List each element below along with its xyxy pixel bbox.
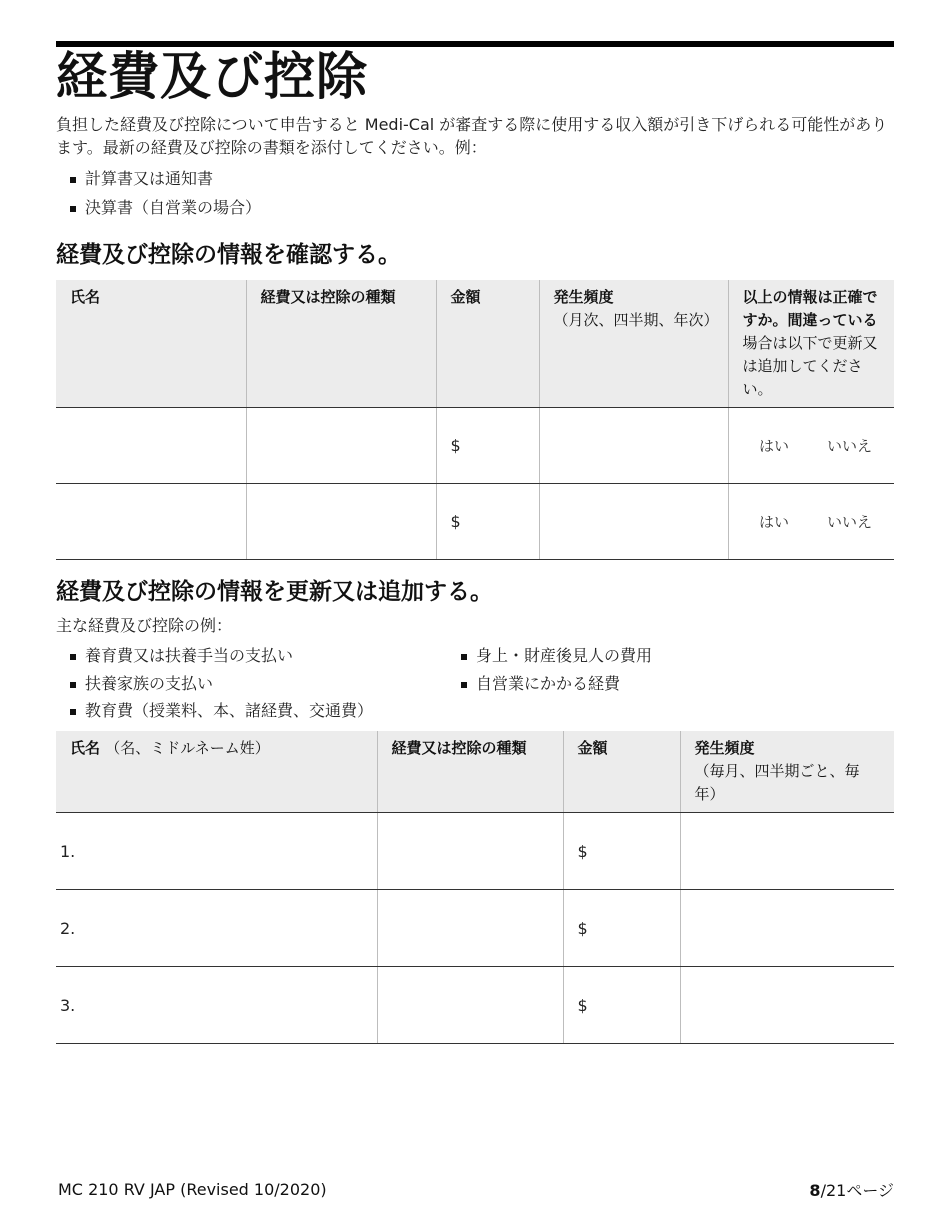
row-number: 1. xyxy=(60,841,76,861)
col-name-header xyxy=(56,731,377,813)
form-id: MC 210 RV JAP (Revised 10/2020) xyxy=(58,1180,327,1199)
row-number: 2. xyxy=(60,918,76,938)
currency-symbol: $ xyxy=(577,841,588,861)
col-frequency-header xyxy=(539,280,728,408)
frequency-cell[interactable] xyxy=(539,484,728,560)
col-amount-header: 金額 xyxy=(436,280,539,408)
name-cell[interactable] xyxy=(56,967,377,1044)
example-bullet: 扶養家族の支払い xyxy=(70,673,373,701)
amount-cell[interactable] xyxy=(563,967,680,1044)
amount-cell[interactable] xyxy=(436,408,539,484)
table-row xyxy=(56,967,894,1044)
currency-symbol: $ xyxy=(577,918,588,938)
col-frequency-title: 発生頻度 xyxy=(553,288,614,306)
name-cell[interactable] xyxy=(56,484,246,560)
table-row xyxy=(56,408,894,484)
frequency-cell[interactable] xyxy=(539,408,728,484)
col-confirm-header xyxy=(728,280,894,408)
name-cell[interactable] xyxy=(56,813,377,890)
currency-symbol: $ xyxy=(450,436,461,455)
currency-symbol: $ xyxy=(577,995,588,1015)
type-cell[interactable] xyxy=(377,967,563,1044)
page-current: 8 xyxy=(809,1181,821,1200)
frequency-cell[interactable] xyxy=(680,890,894,967)
no-option[interactable]: いいえ xyxy=(826,513,872,531)
examples-label: 主な経費及び控除の例： xyxy=(56,616,233,635)
examples-list-left xyxy=(70,645,373,728)
col-name-title: 氏名 xyxy=(70,739,101,757)
name-cell[interactable] xyxy=(56,890,377,967)
example-bullet: 養育費又は扶養手当の支払い xyxy=(70,645,373,673)
example-bullet: 身上・財産後見人の費用 xyxy=(461,645,652,673)
yes-option[interactable]: はい xyxy=(758,437,789,455)
currency-symbol: $ xyxy=(450,512,461,531)
frequency-cell[interactable] xyxy=(680,813,894,890)
table-row xyxy=(56,484,894,560)
page-rest: /21ページ xyxy=(820,1181,894,1200)
col-name-header: 氏名 xyxy=(56,280,246,408)
col-frequency-note: （毎月、四半期ごと、毎年） xyxy=(694,762,860,803)
row-number: 3. xyxy=(60,995,76,1015)
table-row xyxy=(56,890,894,967)
frequency-cell[interactable] xyxy=(680,967,894,1044)
intro-bullet: 計算書又は通知書 xyxy=(70,168,261,197)
yes-option[interactable]: はい xyxy=(758,513,789,531)
confirm-expenses-table xyxy=(56,280,894,560)
type-cell[interactable] xyxy=(377,813,563,890)
example-bullet: 自営業にかかる経費 xyxy=(461,673,652,701)
no-option[interactable]: いいえ xyxy=(826,437,872,455)
col-confirm-bold: 以上の情報は正確ですか。間違っている xyxy=(742,288,878,329)
section2-heading: 経費及び控除の情報を更新又は追加する。 xyxy=(56,579,493,605)
intro-bullet-list xyxy=(70,168,261,226)
confirm-cell xyxy=(728,408,894,484)
update-expenses-table xyxy=(56,731,894,1044)
amount-cell[interactable] xyxy=(563,813,680,890)
type-cell[interactable] xyxy=(246,484,436,560)
col-name-note: （名、ミドルネーム姓） xyxy=(105,739,270,757)
confirm-cell xyxy=(728,484,894,560)
col-confirm-rest: 場合は以下で更新又は追加してください。 xyxy=(742,334,878,398)
type-cell[interactable] xyxy=(377,890,563,967)
table-header-row xyxy=(56,280,894,408)
examples-list-right xyxy=(461,645,652,700)
type-cell[interactable] xyxy=(246,408,436,484)
col-type-header: 経費又は控除の種類 xyxy=(246,280,436,408)
intro-bullet: 決算書（自営業の場合） xyxy=(70,197,261,226)
col-frequency-header xyxy=(680,731,894,813)
section1-heading: 経費及び控除の情報を確認する。 xyxy=(56,242,401,268)
amount-cell[interactable] xyxy=(436,484,539,560)
table-header-row xyxy=(56,731,894,813)
col-frequency-title: 発生頻度 xyxy=(694,739,755,757)
top-rule xyxy=(56,41,894,47)
page-title: 経費及び控除 xyxy=(56,48,369,107)
table-row xyxy=(56,813,894,890)
page-number xyxy=(809,1178,894,1201)
amount-cell[interactable] xyxy=(563,890,680,967)
example-bullet: 教育費（授業料、本、諸経費、交通費） xyxy=(70,700,373,728)
name-cell[interactable] xyxy=(56,408,246,484)
intro-text: 負担した経費及び控除について申告すると Medi-Cal が審査する際に使用する収入額が引き下げられる可能性があります。最新の経費及び控除の書類を添付してください。例： xyxy=(56,115,888,157)
col-frequency-note: （月次、四半期、年次） xyxy=(553,311,719,329)
col-amount-header: 金額 xyxy=(563,731,680,813)
col-type-header: 経費又は控除の種類 xyxy=(377,731,563,813)
